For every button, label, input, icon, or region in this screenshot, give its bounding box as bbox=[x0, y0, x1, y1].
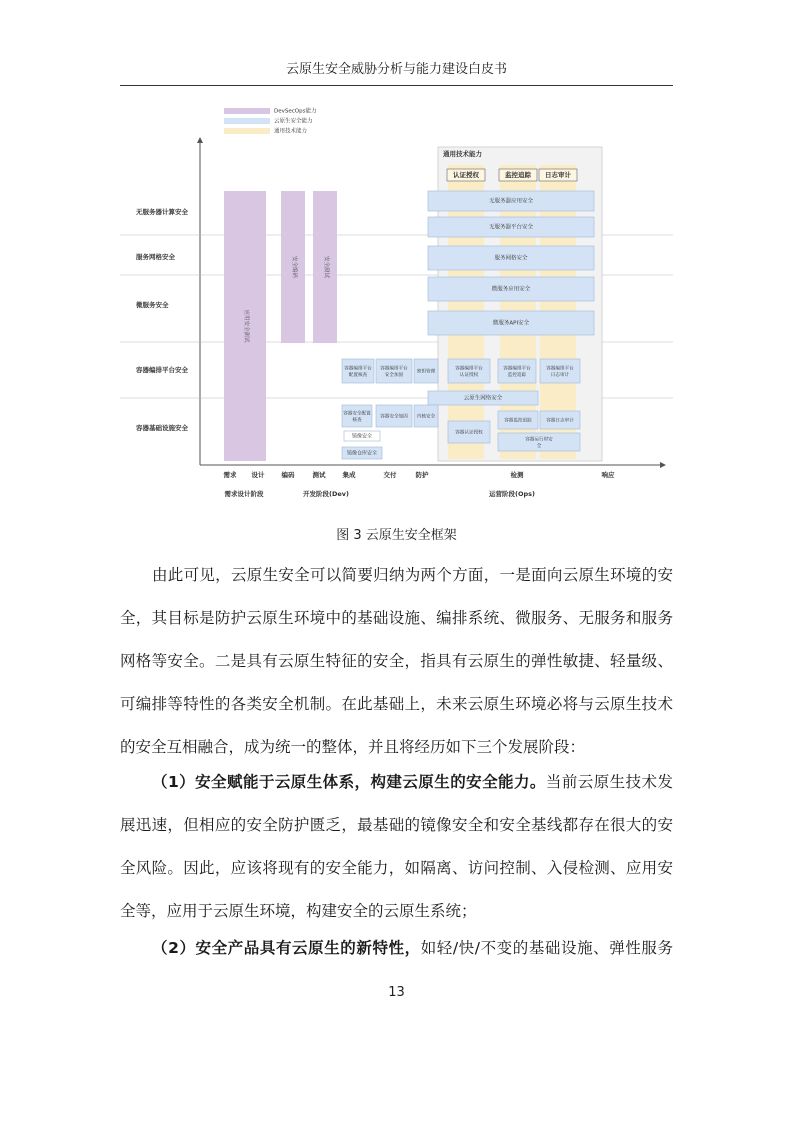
row-label: 容器基础设施安全 bbox=[136, 424, 188, 432]
devsecops-bar-label: 安全测试 bbox=[323, 255, 329, 279]
general-column-label: 认证授权 bbox=[453, 171, 479, 179]
orchestration-label: 容器编排平台认证授权 bbox=[455, 366, 483, 378]
general-panel-title: 通用技术能力 bbox=[443, 150, 482, 158]
wide-capability-label: 服务网格安全 bbox=[494, 255, 528, 262]
paragraph-2-line: 全风险。因此，应该将现有的安全能力，如隔离、访问控制、入侵检测、应用安 bbox=[120, 859, 673, 877]
legend-label: 云原生安全能力 bbox=[274, 118, 313, 125]
orchestration-label: 容器编排平台监控追踪 bbox=[503, 366, 531, 378]
infra-label: 容器监控追踪 bbox=[504, 418, 532, 424]
x-tick-label: 检测 bbox=[510, 471, 524, 479]
orchestration-label: 容器编排平台日志审计 bbox=[546, 366, 574, 378]
general-column-label: 监控追踪 bbox=[505, 171, 531, 179]
security-framework-diagram bbox=[120, 95, 673, 515]
orchestration-label: 密钥管理 bbox=[416, 369, 436, 375]
paragraph-3-lead: （2）安全产品具有云原生的新特性， bbox=[152, 939, 421, 957]
image-box-label: 镜像仓库安全 bbox=[346, 450, 378, 457]
devsecops-bar-label: 安全编码 bbox=[291, 255, 297, 279]
row-label: 容器编排平台安全 bbox=[136, 366, 188, 374]
row-label: 服务网格安全 bbox=[136, 253, 175, 261]
legend-label: 通用技术能力 bbox=[274, 128, 308, 135]
x-tick-label: 交付 bbox=[383, 471, 397, 479]
paragraph-2-text: 当前云原生技术发 bbox=[545, 773, 673, 791]
x-tick-label: 测试 bbox=[312, 471, 326, 479]
orchestration-label: 容器编排平台配置核查 bbox=[344, 366, 372, 378]
paragraph-3-text: 如轻/快/不变的基础设施、弹性服务 bbox=[420, 939, 673, 957]
legend-swatch bbox=[224, 118, 270, 124]
paragraph-2 bbox=[120, 770, 673, 923]
x-tick-label: 设计 bbox=[251, 471, 265, 479]
paragraph-1-line: 可编排等特性的各类安全机制。在此基础上，未来云原生环境必将与云原生技术 bbox=[120, 695, 673, 713]
paragraph-1-line: 由此可见，云原生安全可以简要归纳为两个方面，一是面向云原生环境的安 bbox=[152, 566, 673, 584]
x-tick-label: 集成 bbox=[342, 471, 356, 479]
paragraph-1-line: 全，其目标是防护云原生环境中的基础设施、编排系统、微服务、无服务和服务 bbox=[120, 609, 673, 627]
image-box-label: 镜像安全 bbox=[351, 433, 373, 440]
paragraph-3 bbox=[120, 936, 673, 960]
page-number: 13 bbox=[388, 985, 405, 1000]
wide-capability-label: 无服务器应用安全 bbox=[488, 198, 534, 205]
general-column-label: 日志审计 bbox=[545, 171, 571, 179]
paragraph-1-line: 网格等安全。二是具有云原生特征的安全，指具有云原生的弹性敏捷、轻量级、 bbox=[120, 652, 673, 670]
phase-label: 需求设计阶段 bbox=[224, 490, 264, 498]
x-tick-label: 需求 bbox=[223, 471, 237, 479]
paragraph-1-line: 的安全互相融合，成为统一的整体，并且将经历如下三个发展阶段： bbox=[120, 738, 586, 756]
infra-label: 内核安全 bbox=[416, 414, 436, 420]
row-label: 无服务器计算安全 bbox=[136, 208, 188, 216]
wide-capability-label: 微服务API安全 bbox=[492, 320, 530, 327]
legend-swatch bbox=[224, 108, 270, 114]
wide-capability-label: 无服务器平台安全 bbox=[488, 224, 534, 231]
wide-capability-label: 微服务应用安全 bbox=[491, 286, 531, 293]
paragraph-2-line bbox=[120, 770, 673, 794]
infra-label: 容器运行时安全 bbox=[525, 437, 553, 449]
devsecops-bar-label: 应用安全测试 bbox=[243, 309, 249, 343]
figure-caption: 图 3 云原生安全框架 bbox=[336, 528, 457, 543]
phase-label: 开发阶段(Dev) bbox=[303, 490, 349, 498]
x-tick-label: 防护 bbox=[415, 471, 429, 479]
paragraph-2-line: 展迅速，但相应的安全防护匮乏，最基础的镜像安全和安全基线都存在很大的安 bbox=[120, 816, 673, 834]
x-tick-label: 编码 bbox=[281, 471, 295, 479]
x-tick-label: 响应 bbox=[601, 471, 615, 479]
phase-label: 运营阶段(Ops) bbox=[489, 490, 535, 498]
paragraph-1 bbox=[120, 563, 673, 759]
orchestration-label: 容器编排平台安全加固 bbox=[380, 366, 408, 378]
paragraph-3-line bbox=[120, 936, 673, 960]
legend-swatch bbox=[224, 128, 270, 134]
row-label: 微服务安全 bbox=[136, 301, 169, 309]
running-header: 云原生安全威胁分析与能力建设白皮书 bbox=[285, 62, 507, 77]
infra-label: 容器日志审计 bbox=[546, 418, 574, 424]
paragraph-2-lead: （1）安全赋能于云原生体系，构建云原生的安全能力。 bbox=[152, 773, 546, 791]
legend-label: DevSecOps能力 bbox=[274, 108, 317, 115]
cloud-network-label: 云原生网络安全 bbox=[463, 395, 503, 402]
infra-label: 容器安全配置核查 bbox=[343, 411, 371, 423]
paragraph-2-line: 全等，应用于云原生环境，构建安全的云原生系统； bbox=[120, 902, 477, 920]
header-rule bbox=[120, 85, 673, 86]
infra-label: 容器安全加固 bbox=[380, 414, 408, 420]
infra-label: 容器认证授权 bbox=[455, 430, 483, 436]
